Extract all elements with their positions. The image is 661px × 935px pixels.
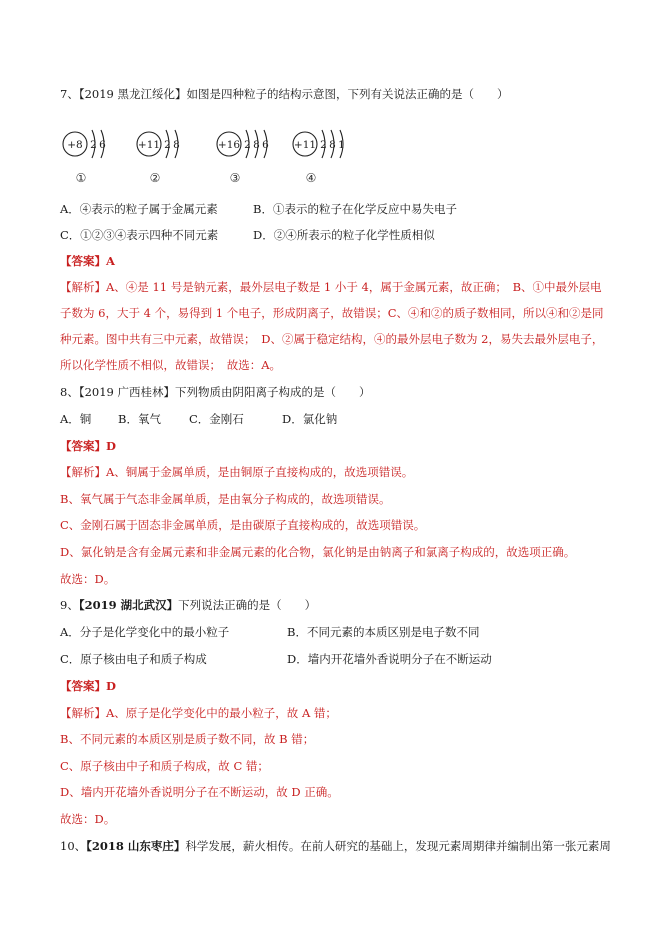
- q10-stem-text: 科学发展，薪火相传。在前人研究的基础上，发现元素周期律并编制出第一张元素周: [185, 839, 611, 853]
- q9-option-a: A．分子是化学变化中的最小粒子: [60, 625, 230, 639]
- q8-source: 【2019 广西桂林】: [78, 385, 175, 399]
- atom-label: ③: [229, 171, 241, 185]
- q9-answer: 【答案】D: [60, 679, 116, 693]
- atom-diagram-1: [63, 130, 106, 185]
- electron-count: 8: [173, 139, 180, 151]
- q8-option-d: D．氯化钠: [282, 412, 338, 426]
- electron-count: 1: [338, 139, 345, 151]
- q7-analysis-line-3: 种元素。图中共有三中元素，故错误； D、②属于稳定结构，④的最外层电子数为 2，易失去最外层电子，: [60, 332, 604, 346]
- q8-stem-text: 下列物质由阴阳离子构成的是（ ）: [175, 385, 371, 399]
- q7-atom-structure-figure: [58, 122, 358, 192]
- q9-analysis-line-3: C、原子核由中子和质子构成，故 C 错；: [60, 759, 269, 773]
- electron-count: 6: [99, 139, 106, 151]
- q7-option-a: A．④表示的粒子属于金属元素: [60, 202, 218, 216]
- q8-analysis-line-2: B、氧气属于气态非金属单质，是由氧分子构成的，故选项错误。: [60, 492, 391, 506]
- q9-number: 9、: [60, 598, 79, 612]
- q8-option-c: C．金刚石: [189, 412, 244, 426]
- q7-stem: [60, 86, 509, 102]
- electron-count: 6: [262, 139, 269, 151]
- q9-analysis-line-4: D、墙内开花墙外香说明分子在不断运动，故 D 正确。: [60, 785, 339, 799]
- atom-label: ①: [75, 171, 87, 185]
- q10-stem: [60, 838, 611, 854]
- electron-count: 8: [329, 139, 336, 151]
- electron-count: 2: [164, 139, 171, 151]
- q7-analysis-line-2: 子数为 6，大于 4 个，易得到 1 个电子，形成阴离子，故错误；C、④和②的质子数相同，所以④和②是同: [60, 306, 604, 320]
- atom-diagram-3: [217, 130, 269, 185]
- electron-count: 8: [253, 139, 260, 151]
- q9-stem: [60, 597, 316, 613]
- q9-source: 【2019 湖北武汉】: [78, 598, 179, 612]
- nucleus-charge: +11: [137, 139, 161, 151]
- q9-option-d: D．墙内开花墙外香说明分子在不断运动: [287, 652, 492, 666]
- q7-stem-text: 如图是四种粒子的结构示意图，下列有关说法正确的是（ ）: [186, 87, 509, 101]
- q8-analysis-line-4: D、氯化钠是含有金属元素和非金属元素的化合物，氯化钠是由钠离子和氯离子构成的，故选项正确。: [60, 545, 576, 559]
- nucleus-charge: +8: [67, 139, 83, 151]
- q8-conclusion: 故选：D。: [60, 572, 116, 586]
- q9-stem-text: 下列说法正确的是（ ）: [178, 598, 317, 612]
- q8-answer: 【答案】D: [60, 439, 116, 453]
- q8-option-a: A．铜: [60, 412, 92, 426]
- q9-analysis-line-1: 【解析】A、原子是化学变化中的最小粒子，故 A 错；: [60, 706, 337, 720]
- q8-number: 8、: [60, 385, 79, 399]
- q10-source: 【2018 山东枣庄】: [86, 839, 186, 853]
- q7-option-b: B．①表示的粒子在化学反应中易失电子: [253, 202, 457, 216]
- atom-label: ②: [149, 171, 161, 185]
- atom-diagram-4: [293, 130, 345, 185]
- q9-conclusion: 故选：D。: [60, 812, 116, 826]
- nucleus-charge: +11: [293, 139, 317, 151]
- q7-answer: 【答案】A: [60, 254, 115, 268]
- q9-analysis-line-2: B、不同元素的本质区别是质子数不同，故 B 错；: [60, 732, 315, 746]
- q8-analysis-line-1: 【解析】A、铜属于金属单质，是由铜原子直接构成的，故选项错误。: [60, 465, 414, 479]
- q8-analysis-line-3: C、金刚石属于固态非金属单质，是由碳原子直接构成的，故选项错误。: [60, 518, 426, 532]
- q8-option-b: B．氧气: [118, 412, 161, 426]
- atom-label: ④: [305, 171, 317, 185]
- q7-analysis-line-1: 【解析】A、④是 11 号是钠元素，最外层电子数是 1 小于 4，属于金属元素，故正确； B、①中最外层电: [60, 280, 602, 294]
- q10-number: 10、: [60, 839, 87, 853]
- electron-count: 2: [320, 139, 327, 151]
- nucleus-charge: +16: [217, 139, 241, 151]
- q7-source: 【2019 黑龙江绥化】: [78, 87, 187, 101]
- electron-count: 2: [90, 139, 97, 151]
- q8-stem: [60, 384, 371, 400]
- q7-option-d: D．②④所表示的粒子化学性质相似: [253, 228, 435, 242]
- q7-option-c: C．①②③④表示四种不同元素: [60, 228, 219, 242]
- electron-count: 2: [244, 139, 251, 151]
- q9-option-b: B．不同元素的本质区别是电子数不同: [287, 625, 480, 639]
- q7-number: 7、: [60, 87, 79, 101]
- atom-diagram-2: [137, 130, 180, 185]
- q9-option-c: C．原子核由电子和质子构成: [60, 652, 207, 666]
- q7-analysis-line-4: 所以化学性质不相似，故错误； 故选：A。: [60, 358, 282, 372]
